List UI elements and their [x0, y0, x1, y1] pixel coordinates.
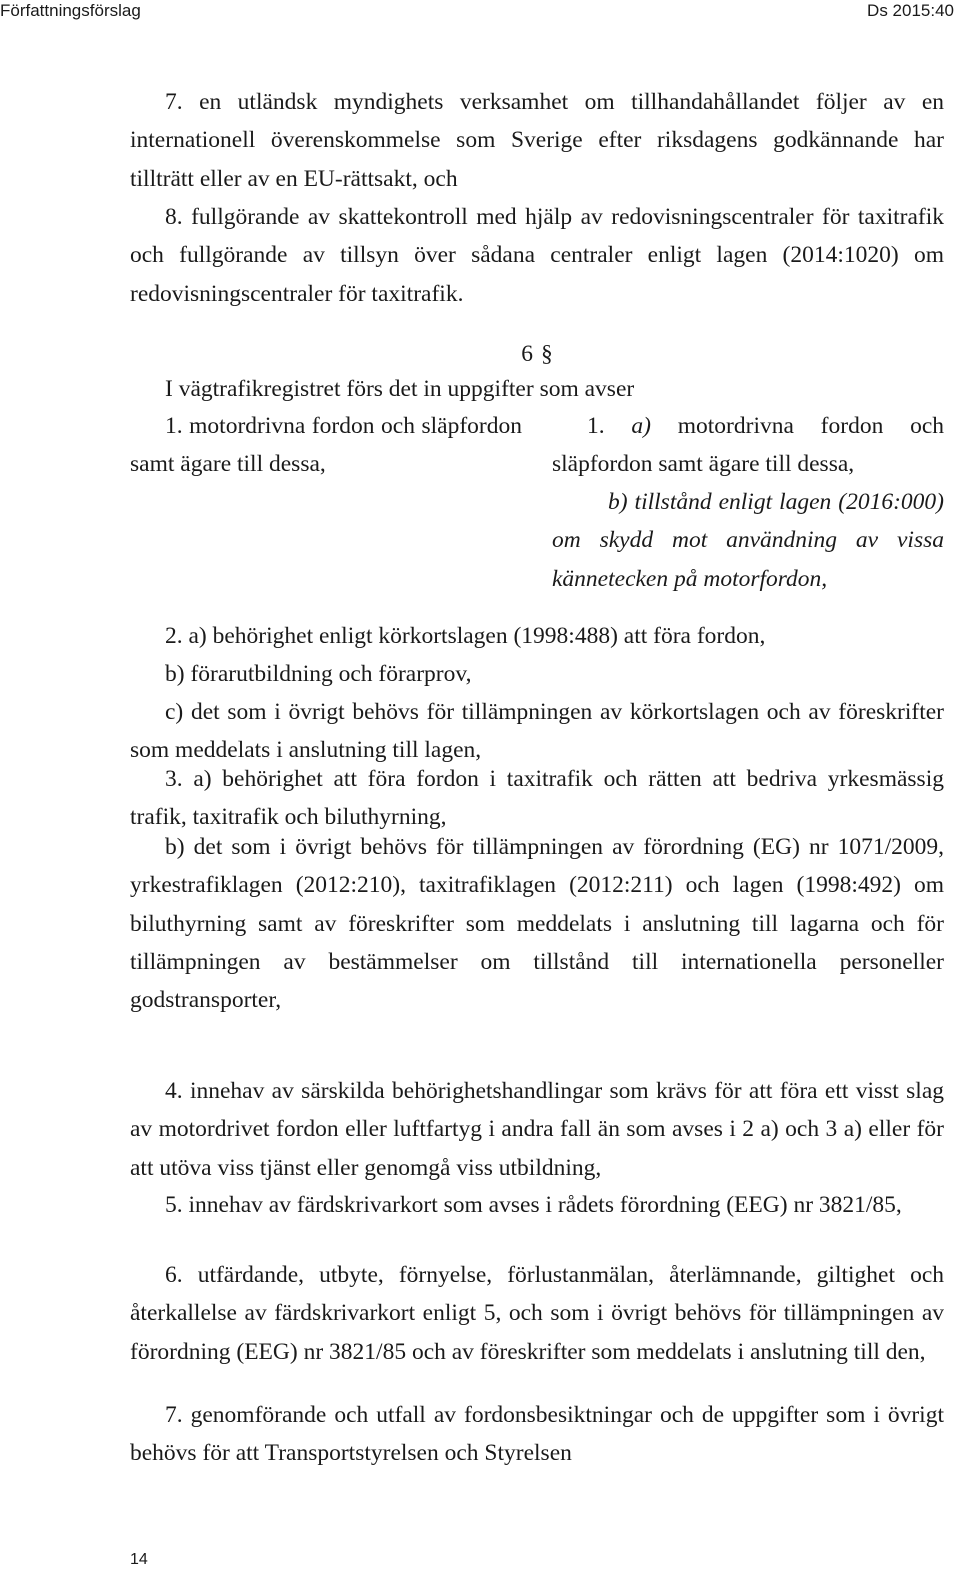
- section-heading: [130, 335, 944, 373]
- proposed-item-1-number: 1.: [587, 413, 605, 439]
- paragraph-item-6: 6. utfärdande, utbyte, förnyelse, förlustanmälan, återlämnande, giltighet och återkallelse av färdskrivarkort enligt 5, och som i övrigt behövs för tillämpningen av förordning (EEG) nr 3821/85 och av föreskrifter som meddelats i anslutning till den,: [130, 1262, 944, 1365]
- section-intro: I vägtrafikregistret förs det in uppgifter som avser: [165, 376, 635, 402]
- proposed-item-1a-text: motordrivna fordon och släpfordon samt ägare till dessa,: [552, 413, 945, 478]
- paragraph-item-3b: b) det som i övrigt behövs för tillämpningen av förordning (EG) nr 1071/2009, yrkestrafiklagen (2012:210), taxitrafiklagen (2012:211) och lagen (1998:492) om biluthyrning samt av föreskrifter som meddelats i anslutning till lagarna och för tillämpningen av bestämmelser om tillstånd till internationella personeller godstransporter,: [130, 834, 944, 1014]
- page-number: 14: [130, 1551, 148, 1568]
- proposed-wording-item-1b: b) tillstånd enligt lagen (2016:000) om skydd mot användning av vissa kännetecken på motorfordon,: [552, 489, 944, 592]
- paragraph-item-5: 5. innehav av färdskrivarkort som avses i rådets förordning (EEG) nr 3821/85,: [165, 1192, 902, 1218]
- paragraph-item-2a: 2. a) behörighet enligt körkortslagen (1998:488) att föra fordon,: [165, 623, 766, 649]
- header-title: Författningsförslag: [0, 1, 141, 20]
- paragraph-item-7-list: 7. genomförande och utfall av fordonsbesiktningar och de uppgifter som i övrigt behövs för att Transportstyrelsen och Styrelsen: [130, 1402, 944, 1467]
- paragraph-item-4: 4. innehav av särskilda behörighetshandlingar som krävs för att föra ett visst slag av motordrivet fordon eller luftfartyg i andra fall än som avses i 2 a) och 3 a) eller för att utöva viss tjänst eller genomgå viss utbildning,: [130, 1078, 944, 1181]
- proposed-item-1a-label: a): [631, 413, 651, 439]
- section-sign: §: [541, 341, 553, 367]
- current-wording-item-1: 1. motordrivna fordon och släpfordon samt ägare till dessa,: [130, 413, 522, 478]
- paragraph-item-3a: 3. a) behörighet att föra fordon i taxitrafik och rätten att bedriva yrkesmässig trafik, taxitrafik och biluthyrning,: [130, 766, 944, 831]
- paragraph-item-2c: c) det som i övrigt behövs för tillämpningen av körkortslagen och av föreskrifter som meddelats i anslutning till lagen,: [130, 699, 944, 764]
- header-document-id: Ds 2015:40: [867, 1, 954, 20]
- paragraph-item-8: 8. fullgörande av skattekontroll med hjälp av redovisningscentraler för taxitrafik och fullgörande av tillsyn över sådana centraler enligt lagen (2014:1020) om redovisningscentraler för taxitrafik.: [130, 204, 944, 307]
- paragraph-item-2b: b) förarutbildning och förarprov,: [165, 661, 472, 687]
- section-number: 6: [521, 341, 533, 367]
- paragraph-item-7: 7. en utländsk myndighets verksamhet om tillhandahållandet följer av en internationell överenskommelse som Sverige efter riksdagens godkännande har tillträtt eller av en EU-rättsakt, och: [130, 89, 944, 192]
- proposed-wording-item-1a: [552, 407, 944, 484]
